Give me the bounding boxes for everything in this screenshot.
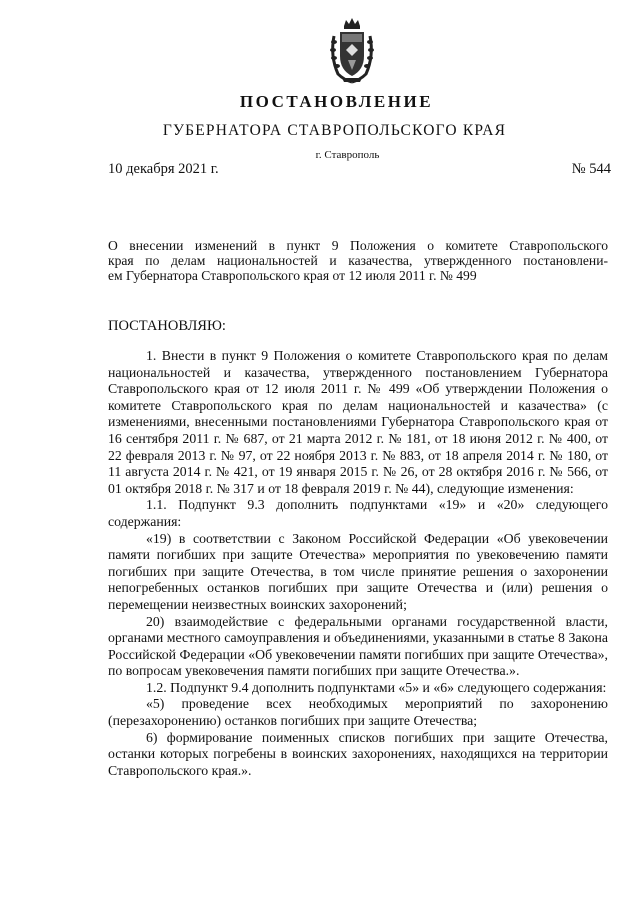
coat-of-arms-icon xyxy=(328,16,376,86)
subject-line: края по делам национальностей и казачества, утвержденного постановлени- xyxy=(108,253,608,268)
document-date: 10 декабря 2021 г. xyxy=(108,161,219,177)
subject-line: О внесении изменений в пункт 9 Положения о комитете Ставропольского xyxy=(108,238,608,253)
document-city: г. Ставрополь xyxy=(315,149,380,161)
document-issuer: ГУБЕРНАТОРА СТАВРОПОЛЬСКОГО КРАЯ xyxy=(162,122,507,139)
decree-word: ПОСТАНОВЛЯЮ: xyxy=(108,318,226,334)
document-title: ПОСТАНОВЛЕНИЕ xyxy=(239,92,434,111)
body-paragraph: 1.1. Подпункт 9.3 дополнить подпунктами «19» и «20» следующего содержания: xyxy=(108,497,608,529)
subject-line: ем Губернатора Ставропольского края от 12 июля 2011 г. № 499 xyxy=(108,268,477,283)
document-subject xyxy=(108,238,608,283)
document-body xyxy=(108,348,608,779)
body-paragraph: «19) в соответствии с Законом Российской Федерации «Об увековечении памяти погибших при защите Отечества» мероприятия по увековечению памяти погибших при защите Отечества, в том числе принятие решения о захоронении непогребенных останков погибших при защите Отечества и (или) решения о перемещении неизвестных воинских захоронений; xyxy=(108,530,608,612)
body-paragraph: 20) взаимодействие с федеральными органами государственной власти, органами местного самоуправления и объединениями, указанными в статье 8 Закона Российской Федерации «Об увековечении памяти погибших при защите Отечества», по вопросам увековечения памяти погибших при защите Отечества.». xyxy=(108,613,608,679)
body-paragraph: «5) проведение всех необходимых мероприятий по захоронению (перезахоронению) останков погибших при защите Отечества; xyxy=(108,696,608,729)
body-paragraph: 1. Внести в пункт 9 Положения о комитете Ставропольского края по делам национальностей и казачества, утвержденного постановлением Губернатора Ставропольского края от 12 июля 2011 г. № 499 «Об утверждении Положения о комитете Ставропольского края по делам национальностей и казачества» (с изменениями, внесенными постановлениями Губернатора Ставропольского края от 16 сентября 2011 г. № 687, от 21 марта 2012 г. № 181, от 18 июня 2012 г. № 400, от 22 февраля 2013 г. № 97, от 22 ноября 2013 г. № 883, от 18 апреля 2014 г. № 180, от 11 августа 2014 г. № 421, от 19 января 2015 г. № 26, от 28 октября 2016 г. № 566, от 01 октября 2018 г. № 317 и от 18 февраля 2019 г. № 44), следующие изменения: xyxy=(108,348,608,496)
body-paragraph: 1.2. Подпункт 9.4 дополнить подпунктами «5» и «6» следующего содержания: xyxy=(146,679,607,695)
document-number: № 544 xyxy=(571,161,611,177)
body-paragraph: 6) формирование поименных списков погибших при защите Отечества, останки которых погребены в воинских захоронениях, находящихся на территории Ставропольского края.». xyxy=(108,729,608,778)
